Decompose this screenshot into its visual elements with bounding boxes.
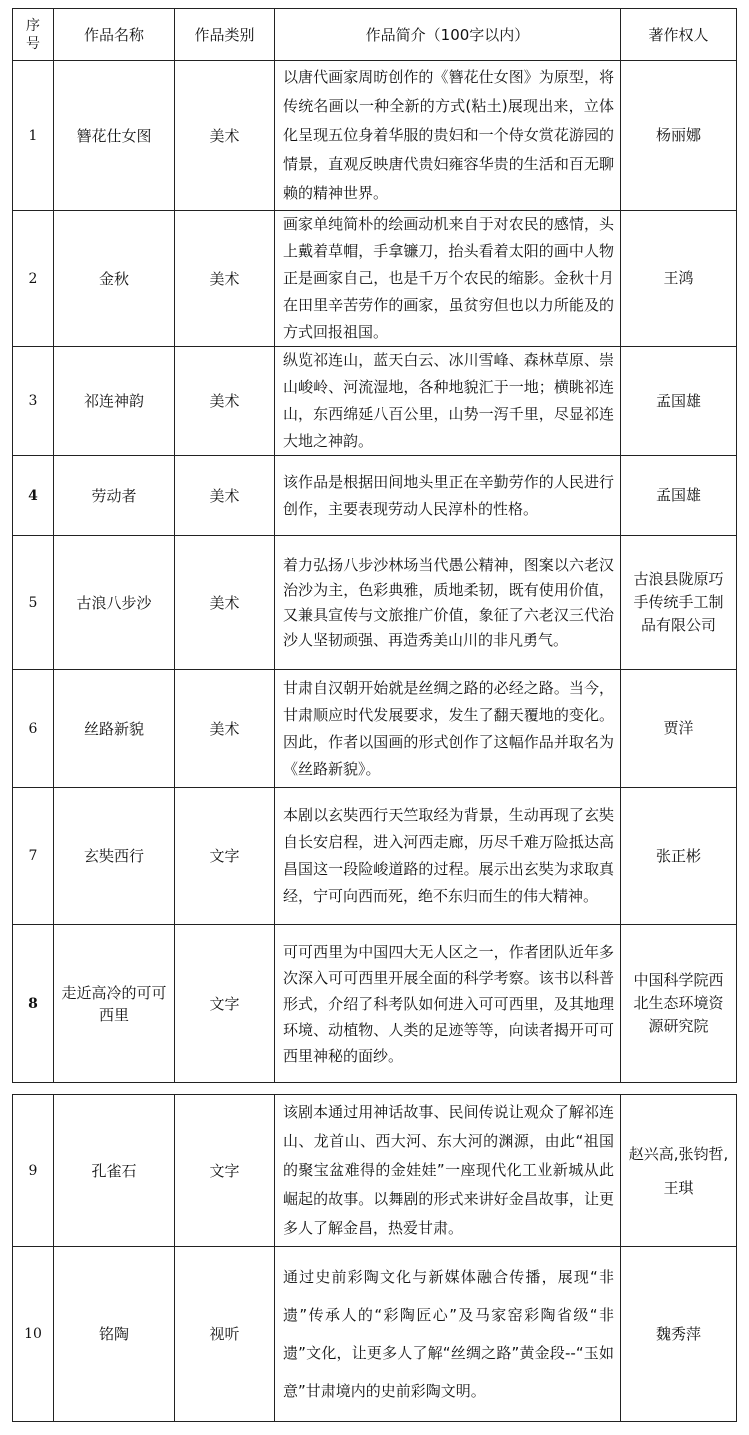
row-description: 可可西里为中国四大无人区之一，作者团队近年多次深入可可西里开展全面的科学考察。该书以科普形式，介绍了科考队如何进入可可西里，及其地理环境、动植物、人类的足迹等等，向读者揭开可可西里神秘的面纱。 xyxy=(275,925,621,1083)
row-category: 美术 xyxy=(175,61,275,211)
row-author: 中国科学院西北生态环境资源研究院 xyxy=(621,925,737,1083)
header-no: 序号 xyxy=(13,9,54,61)
row-author: 孟国雄 xyxy=(621,347,737,456)
header-category: 作品类别 xyxy=(175,9,275,61)
row-category: 美术 xyxy=(175,456,275,536)
works-table-part-2 xyxy=(12,535,737,1083)
row-category: 美术 xyxy=(175,211,275,347)
header-name: 作品名称 xyxy=(54,9,175,61)
table-header-row xyxy=(13,9,737,61)
works-table-part-1 xyxy=(12,8,737,536)
row-description: 本剧以玄奘西行天竺取经为背景，生动再现了玄奘自长安启程，进入河西走廊，历尽千难万险抵达高昌国这一段险峻道路的过程。展示出玄奘为求取真经，宁可向西而死，绝不东归而生的伟大精神。 xyxy=(275,788,621,925)
row-category: 美术 xyxy=(175,347,275,456)
row-author: 张正彬 xyxy=(621,788,737,925)
table-row xyxy=(13,347,737,456)
row-description: 该剧本通过用神话故事、民间传说让观众了解祁连山、龙首山、西大河、东大河的渊源，由此“祖国的聚宝盆难得的金娃娃”一座现代化工业新城从此崛起的故事。以舞剧的形式来讲好金昌故事，让更多人了解金昌，热爱甘肃。 xyxy=(275,1095,621,1247)
row-category: 美术 xyxy=(175,536,275,670)
row-author: 古浪县陇原巧手传统手工制品有限公司 xyxy=(621,536,737,670)
table-row xyxy=(13,456,737,536)
works-table-part-3 xyxy=(12,1094,737,1422)
row-description: 以唐代画家周昉创作的《簪花仕女图》为原型，将传统名画以一种全新的方式(粘土)展现出来，立体化呈现五位身着华服的贵妇和一个侍女赏花游园的情景，直观反映唐代贵妇雍容华贵的生活和百无聊赖的精神世界。 xyxy=(275,61,621,211)
row-author: 赵兴高,张钧哲,王琪 xyxy=(621,1095,737,1247)
table-row xyxy=(13,1247,737,1422)
row-author: 杨丽娜 xyxy=(621,61,737,211)
row-name: 铭陶 xyxy=(54,1247,175,1422)
row-description: 甘肃自汉朝开始就是丝绸之路的必经之路。当今，甘肃顺应时代发展要求，发生了翻天覆地的变化。因此，作者以国画的形式创作了这幅作品并取名为《丝路新貌》。 xyxy=(275,670,621,788)
row-no: 1 xyxy=(13,61,54,211)
row-no: 2 xyxy=(13,211,54,347)
row-no: 4 xyxy=(13,456,54,536)
row-no: 9 xyxy=(13,1095,54,1247)
row-name: 玄奘西行 xyxy=(54,788,175,925)
row-no: 3 xyxy=(13,347,54,456)
row-no: 5 xyxy=(13,536,54,670)
row-name: 走近高冷的可可西里 xyxy=(54,925,175,1083)
header-author: 著作权人 xyxy=(621,9,737,61)
row-name: 金秋 xyxy=(54,211,175,347)
table-row xyxy=(13,670,737,788)
row-name: 古浪八步沙 xyxy=(54,536,175,670)
table-row xyxy=(13,536,737,670)
table-row xyxy=(13,788,737,925)
row-name: 孔雀石 xyxy=(54,1095,175,1247)
row-description: 着力弘扬八步沙林场当代愚公精神，图案以六老汉治沙为主，色彩典雅，质地柔韧，既有使用价值，又兼具宣传与文旅推广价值，象征了六老汉三代治沙人坚韧顽强、再造秀美山川的非凡勇气。 xyxy=(275,536,621,670)
table-row xyxy=(13,925,737,1083)
row-author: 孟国雄 xyxy=(621,456,737,536)
row-category: 文字 xyxy=(175,925,275,1083)
row-name: 劳动者 xyxy=(54,456,175,536)
row-author: 魏秀萍 xyxy=(621,1247,737,1422)
row-category: 美术 xyxy=(175,670,275,788)
table-row xyxy=(13,61,737,211)
row-no: 6 xyxy=(13,670,54,788)
row-name: 簪花仕女图 xyxy=(54,61,175,211)
row-description: 该作品是根据田间地头里正在辛勤劳作的人民进行创作，主要表现劳动人民淳朴的性格。 xyxy=(275,456,621,536)
row-category: 视听 xyxy=(175,1247,275,1422)
row-no: 7 xyxy=(13,788,54,925)
row-description: 画家单纯简朴的绘画动机来自于对农民的感情，头上戴着草帽，手拿镰刀，抬头看着太阳的画中人物正是画家自己，也是千万个农民的缩影。金秋十月在田里辛苦劳作的画家，虽贫穷但也以力所能及的方式回报祖国。 xyxy=(275,211,621,347)
row-name: 丝路新貌 xyxy=(54,670,175,788)
row-no: 10 xyxy=(13,1247,54,1422)
row-category: 文字 xyxy=(175,788,275,925)
row-description: 通过史前彩陶文化与新媒体融合传播，展现“非遗”传承人的“彩陶匠心”及马家窑彩陶省级“非遗”文化，让更多人了解“丝绸之路”黄金段--“玉如意”甘肃境内的史前彩陶文明。 xyxy=(275,1247,621,1422)
header-description: 作品简介（100字以内） xyxy=(275,9,621,61)
row-author: 贾洋 xyxy=(621,670,737,788)
table-row xyxy=(13,1095,737,1247)
row-name: 祁连神韵 xyxy=(54,347,175,456)
row-category: 文字 xyxy=(175,1095,275,1247)
row-description: 纵览祁连山，蓝天白云、冰川雪峰、森林草原、崇山峻岭、河流湿地，各种地貌汇于一地；横眺祁连山，东西绵延八百公里，山势一泻千里，尽显祁连大地之神韵。 xyxy=(275,347,621,456)
row-author: 王鸿 xyxy=(621,211,737,347)
table-row xyxy=(13,211,737,347)
row-no: 8 xyxy=(13,925,54,1083)
